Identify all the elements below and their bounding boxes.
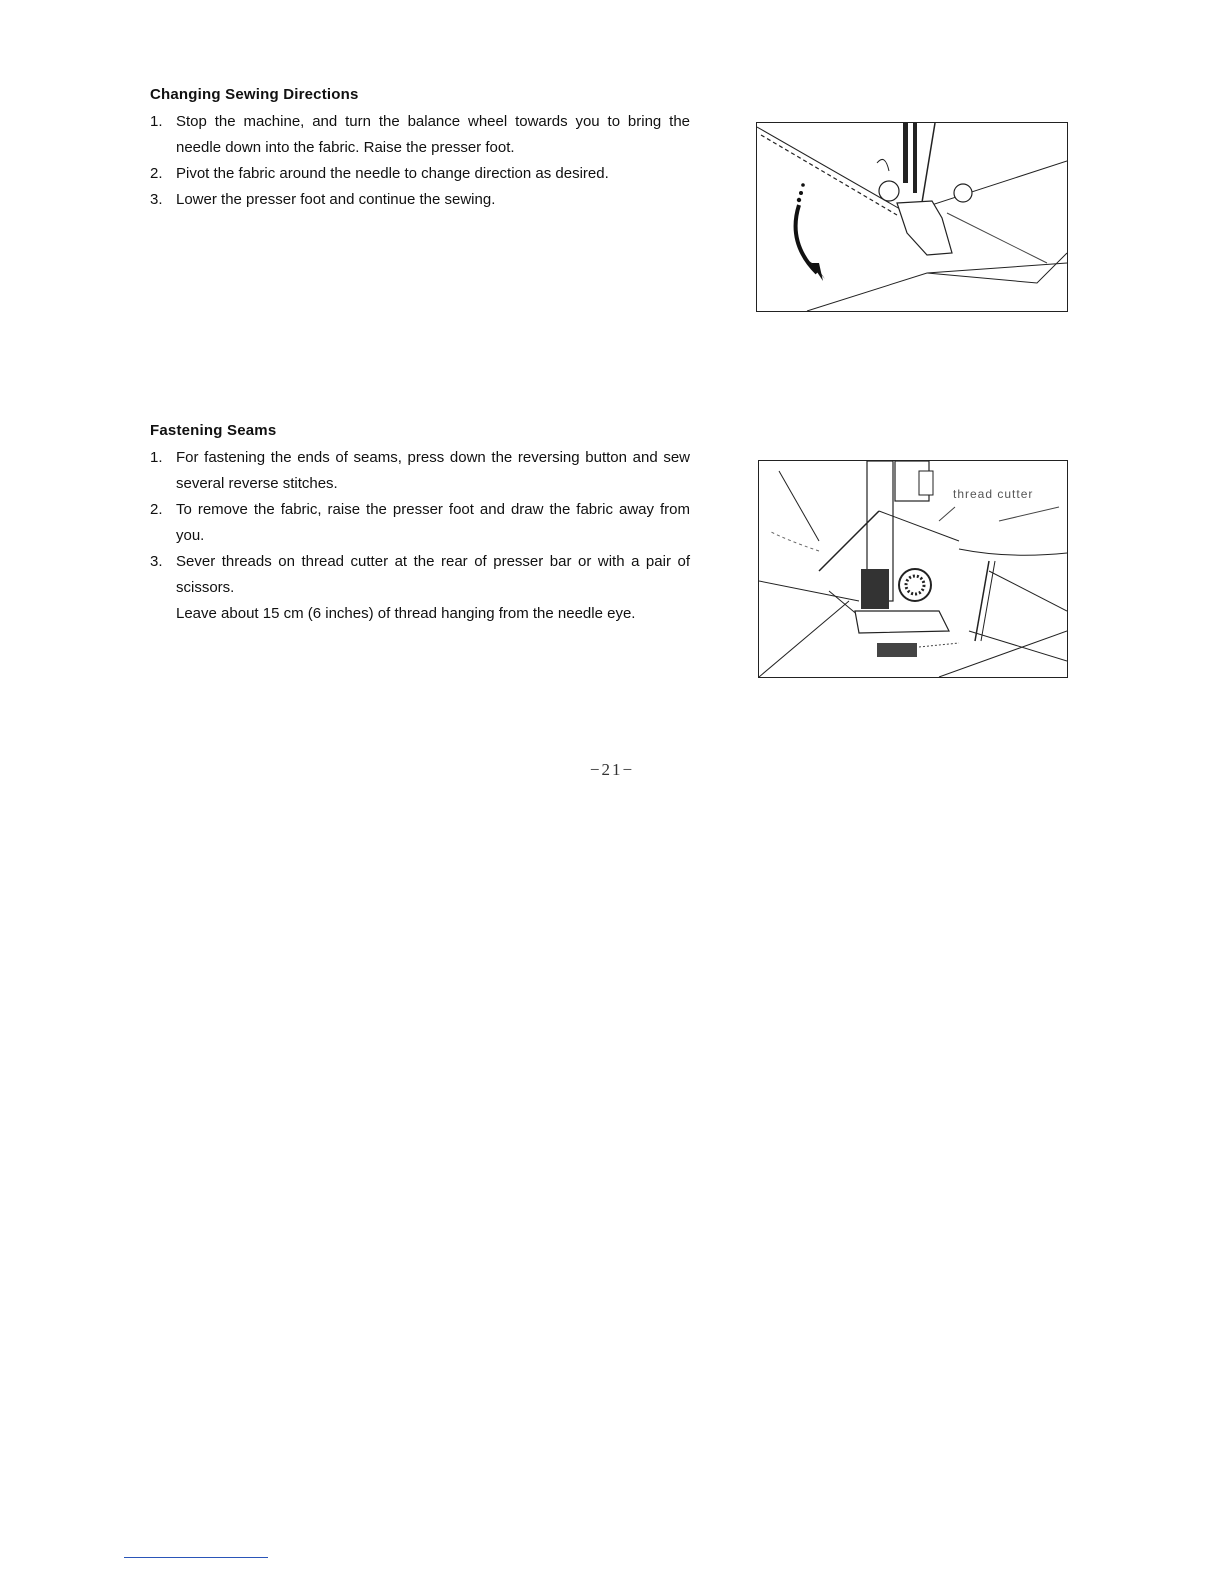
section-title: Fastening Seams — [150, 422, 277, 439]
section-title: Changing Sewing Directions — [150, 86, 359, 103]
section-fastening-seams — [150, 422, 690, 627]
step-text: Lower the presser foot and continue the sewing. — [176, 191, 496, 208]
step-number: 1. — [150, 113, 163, 130]
pivot-illustration — [757, 123, 1067, 311]
section-changing-directions — [150, 86, 690, 213]
step-text: Sever threads on thread cutter at the rear of presser bar or with a pair of scissors. — [176, 553, 690, 596]
step-number: 2. — [150, 501, 163, 518]
step-number: 3. — [150, 191, 163, 208]
step-number: 3. — [150, 553, 163, 570]
step-item — [150, 109, 690, 161]
step-item — [150, 161, 690, 187]
step-text: Pivot the fabric around the needle to change direction as desired. — [176, 165, 609, 182]
step-number: 2. — [150, 165, 163, 182]
step-item — [150, 497, 690, 549]
step-number: 1. — [150, 449, 163, 466]
step-text: Stop the machine, and turn the balance wheel towards you to bring the needle down into the fabric. Raise the presser foot. — [176, 113, 690, 156]
page-number: −21− — [589, 760, 635, 779]
thread-cutter-illustration — [759, 461, 1067, 677]
thread-cutter-label: thread cutter — [953, 487, 1034, 501]
step-note: Leave about 15 cm (6 inches) of thread hanging from the needle eye. — [176, 605, 636, 622]
figure-thread-cutter — [758, 460, 1068, 678]
figure-pivot-fabric — [756, 122, 1068, 312]
step-item — [150, 549, 690, 601]
step-text: For fastening the ends of seams, press down the reversing button and sew several reverse stitches. — [176, 449, 690, 492]
step-item — [150, 445, 690, 497]
step-text: To remove the fabric, raise the presser foot and draw the fabric away from you. — [176, 501, 690, 544]
footer-rule — [124, 1557, 268, 1558]
step-item — [150, 187, 690, 213]
